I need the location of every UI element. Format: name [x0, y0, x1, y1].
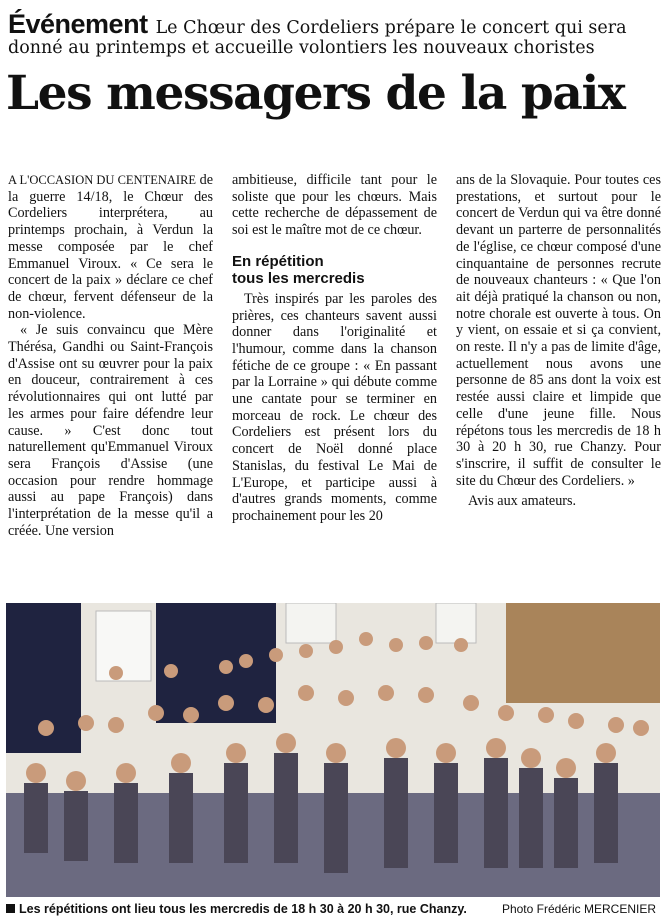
photo-caption: [6, 900, 660, 918]
photo-credit: Photo Frédéric MERCENIER: [501, 902, 656, 916]
headline: Les messagers de la paix: [6, 66, 625, 121]
subheading-line: tous les mercredis: [232, 269, 365, 287]
kicker-row: [8, 9, 660, 58]
paragraph: ans de la Slovaquie. Pour toutes ces prestations, et surtout pour le concert de Verdun qui va être donné devant un parterre de personnalités de l'église, ce chœur composé d'une cinquantaine de personnes recrute de nouveaux chanteurs : « Que l'on ait déjà pratiqué la chanson ou non, notre chorale est ouverte à tous. On y vient, on essaie et si ça convient, on reste. Il n'y a pas de limite d'âge, actuellement nous avons une personne de 85 ans dont la voix est restée aussi claire et limpide que celle d'une jeune fille. Nous répétons tous les mercredis de 18 h 30 à 20 h 30, rue Chanzy. Pour s'inscrire, il suffit de consulter le site du Chœur des Cordeliers. »: [456, 172, 661, 489]
article-column-2: [232, 172, 437, 525]
caption-text: Les répétitions ont lieu tous les mercredis de 18 h 30 à 20 h 30, rue Chanzy.: [19, 902, 467, 916]
article-body: [8, 172, 660, 592]
paragraph: Avis aux amateurs.: [468, 493, 577, 510]
subheading: [232, 253, 437, 287]
kicker-label: Événement: [8, 9, 148, 39]
article-column-1: [8, 172, 213, 539]
window-left: [96, 611, 151, 681]
choir-photo-illustration: [6, 603, 660, 897]
paragraph: « Je suis convaincu que Mère Thérésa, Gandhi ou Saint-François d'Assise ont su œuvrer pour la paix en douceur, contrairement à ces révolutionnaires qui ont lutté par les armes pour faire défendre leur cause. » C'est donc tout naturellement qu'Emmanuel Viroux sera François d'Assise (une occasion pour rendre hommage aussi au pape François) dans l'interprétation de la messe qu'il a créée. Une version: [8, 322, 213, 539]
window-center: [286, 603, 336, 643]
article-column-3: [456, 172, 661, 510]
caption-bullet: [6, 904, 15, 913]
choir-photo: [6, 603, 660, 897]
paragraph-text: de la guerre 14/18, le Chœur des Cordeliers interprétera, au printemps prochain, à Verdun la messe composée par le chef Emmanuel Viroux. « Ce sera le concert de la paix » déclare ce chef de chœur, fervent défenseur de la non-violence.: [8, 172, 214, 322]
subheading-line: En répétition: [232, 252, 324, 270]
kicker-text: Le Chœur des Cordeliers prépare le concert qui sera donné au printemps et accueille volontiers les nouveaux choristes: [8, 18, 627, 58]
paragraph: ambitieuse, difficile tant pour le soliste que pour les chœurs. Mais cette recherche de dépassement de soi est le maître mot de ce chœur.: [232, 172, 437, 239]
lead-caps: A L'OCCASION DU CENTENAIRE: [8, 173, 197, 187]
window-right: [436, 603, 476, 643]
paragraph: [8, 172, 213, 322]
paragraph: Très inspirés par les paroles des prières, ces chanteurs savent aussi donner dans l'originalité et l'humour, comme dans la chanson fétiche de ce groupe : « En passant par la Lorraine » qui débute comme une cantate pour se terminer en morceau de rock. Le chœur des Cordeliers est présent lors du concert de Noël donné place Stanislas, du festival Le Mai de L'Europe, et participe aussi à d'autres grands moments, comme prochainement pour les 20: [232, 290, 437, 524]
wood-panel: [506, 603, 660, 703]
